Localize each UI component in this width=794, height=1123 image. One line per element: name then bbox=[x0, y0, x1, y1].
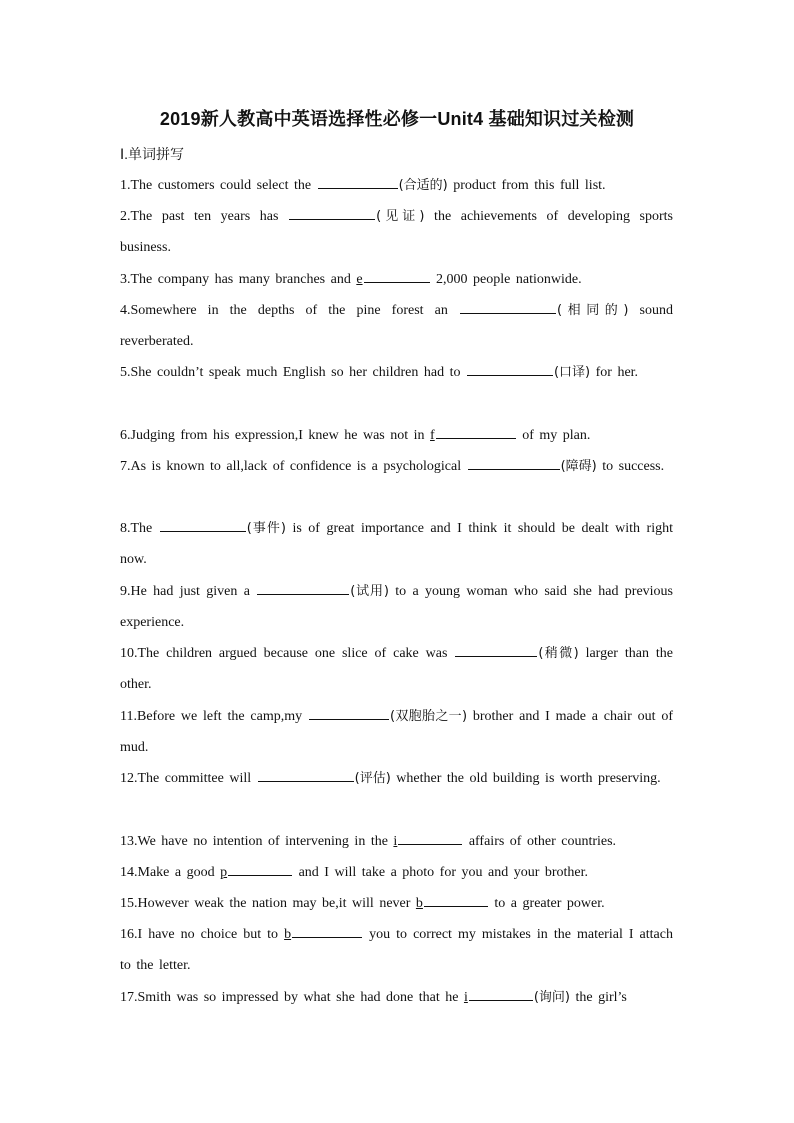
chinese-hint: (合适的) bbox=[398, 178, 448, 193]
answer-blank[interactable] bbox=[467, 360, 553, 376]
initial-letter: f bbox=[430, 428, 435, 443]
question-text: 17.Smith was so impressed by what she had done that he bbox=[120, 990, 464, 1005]
question-item bbox=[120, 201, 673, 263]
question-text: 16.I have no choice but to bbox=[120, 927, 285, 942]
answer-blank[interactable] bbox=[468, 454, 560, 470]
chinese-hint: (询问) bbox=[533, 990, 570, 1005]
initial-letter: i bbox=[463, 990, 468, 1005]
question-item bbox=[120, 857, 673, 888]
question-text: 12.The committee will bbox=[120, 771, 257, 786]
answer-blank[interactable] bbox=[398, 829, 462, 845]
question-text: 1.The customers could select the bbox=[120, 178, 317, 193]
answer-blank[interactable] bbox=[469, 985, 533, 1001]
answer-blank[interactable] bbox=[364, 267, 430, 283]
question-text: you to correct my mistakes in the material I attach to the letter. bbox=[120, 927, 673, 974]
question-text: of my plan. bbox=[516, 428, 591, 443]
question-text: 2.The past ten years has bbox=[120, 209, 289, 224]
chinese-hint: (口译) bbox=[553, 365, 591, 380]
chinese-hint: (障碍) bbox=[560, 459, 597, 474]
question-item bbox=[120, 888, 673, 919]
chinese-hint: (相同的) bbox=[556, 303, 629, 318]
question-item bbox=[120, 701, 673, 763]
question-item bbox=[120, 451, 673, 482]
question-text: to a greater power. bbox=[488, 896, 605, 911]
question-item bbox=[120, 295, 673, 357]
question-text: whether the old building is worth preserving. bbox=[390, 771, 661, 786]
chinese-hint: (双胞胎之一) bbox=[389, 709, 468, 724]
question-text: brother and I made a chair out of mud. bbox=[120, 709, 673, 756]
question-text: the achievements of developing sports business. bbox=[120, 209, 674, 256]
question-text: 11.Before we left the camp,my bbox=[120, 709, 308, 724]
initial-letter: p bbox=[220, 865, 228, 880]
initial-letter: i bbox=[393, 834, 398, 849]
answer-blank[interactable] bbox=[436, 423, 516, 439]
answer-blank[interactable] bbox=[318, 173, 398, 189]
question-item bbox=[120, 919, 673, 981]
question-item bbox=[120, 357, 673, 388]
question-text: 13.We have no intention of intervening in the bbox=[120, 834, 394, 849]
chinese-hint: (事件) bbox=[246, 521, 286, 536]
question-text: product from this full list. bbox=[447, 178, 606, 193]
question-item bbox=[120, 982, 673, 1013]
question-text: 2,000 people nationwide. bbox=[430, 272, 582, 287]
answer-blank[interactable] bbox=[257, 579, 349, 595]
answer-blank[interactable] bbox=[160, 516, 246, 532]
initial-letter: b bbox=[415, 896, 423, 911]
question-text: 15.However weak the nation may be,it will never bbox=[120, 896, 416, 911]
question-item bbox=[120, 576, 673, 638]
initial-letter: e bbox=[356, 272, 363, 287]
answer-blank[interactable] bbox=[228, 860, 292, 876]
question-text: is of great importance and I think it should be dealt with right now. bbox=[120, 521, 674, 568]
chinese-hint: (评估) bbox=[354, 771, 391, 786]
question-text: 3.The company has many branches and bbox=[120, 272, 357, 287]
question-item bbox=[120, 763, 673, 794]
question-text: 4.Somewhere in the depths of the pine forest an bbox=[120, 303, 459, 318]
answer-blank[interactable] bbox=[424, 891, 488, 907]
answer-blank[interactable] bbox=[309, 704, 389, 720]
question-text: sound reverberated. bbox=[120, 303, 673, 350]
question-text: affairs of other countries. bbox=[463, 834, 617, 849]
question-text: for her. bbox=[590, 365, 639, 380]
question-text: 8.The bbox=[120, 521, 159, 536]
document-title: 2019新人教高中英语选择性必修一Unit4 基础知识过关检测 bbox=[159, 109, 635, 129]
answer-blank[interactable] bbox=[258, 766, 354, 782]
question-text: larger than the other. bbox=[120, 646, 673, 693]
question-item bbox=[120, 170, 673, 201]
question-item bbox=[120, 420, 673, 451]
answer-blank[interactable] bbox=[289, 204, 375, 220]
question-text: to success. bbox=[596, 459, 665, 474]
chinese-hint: (见证) bbox=[376, 209, 425, 224]
answer-blank[interactable] bbox=[455, 641, 537, 657]
question-text: 7.As is known to all,lack of confidence is a psychological bbox=[120, 459, 467, 474]
question-text: the girl’s bbox=[570, 990, 627, 1005]
question-item bbox=[120, 826, 673, 857]
question-text: 6.Judging from his expression,I knew he was not in bbox=[120, 428, 431, 443]
answer-blank[interactable] bbox=[460, 298, 556, 314]
question-text: to a young woman who said she had previous experience. bbox=[120, 584, 673, 631]
question-item bbox=[120, 264, 673, 295]
chinese-hint: (稍微) bbox=[538, 646, 579, 661]
question-text: 9.He had just given a bbox=[120, 584, 257, 599]
initial-letter: b bbox=[284, 927, 292, 942]
section-heading: Ⅰ.单词拼写 bbox=[120, 146, 185, 162]
question-text: 14.Make a good bbox=[120, 865, 221, 880]
question-item bbox=[120, 638, 673, 700]
question-text: 5.She couldn’t speak much English so her children had to bbox=[120, 365, 466, 380]
question-text: 10.The children argued because one slice of cake was bbox=[120, 646, 455, 661]
question-text: and I will take a photo for you and your brother. bbox=[293, 865, 589, 880]
question-item bbox=[120, 513, 673, 575]
chinese-hint: (试用) bbox=[350, 584, 389, 599]
answer-blank[interactable] bbox=[292, 922, 362, 938]
